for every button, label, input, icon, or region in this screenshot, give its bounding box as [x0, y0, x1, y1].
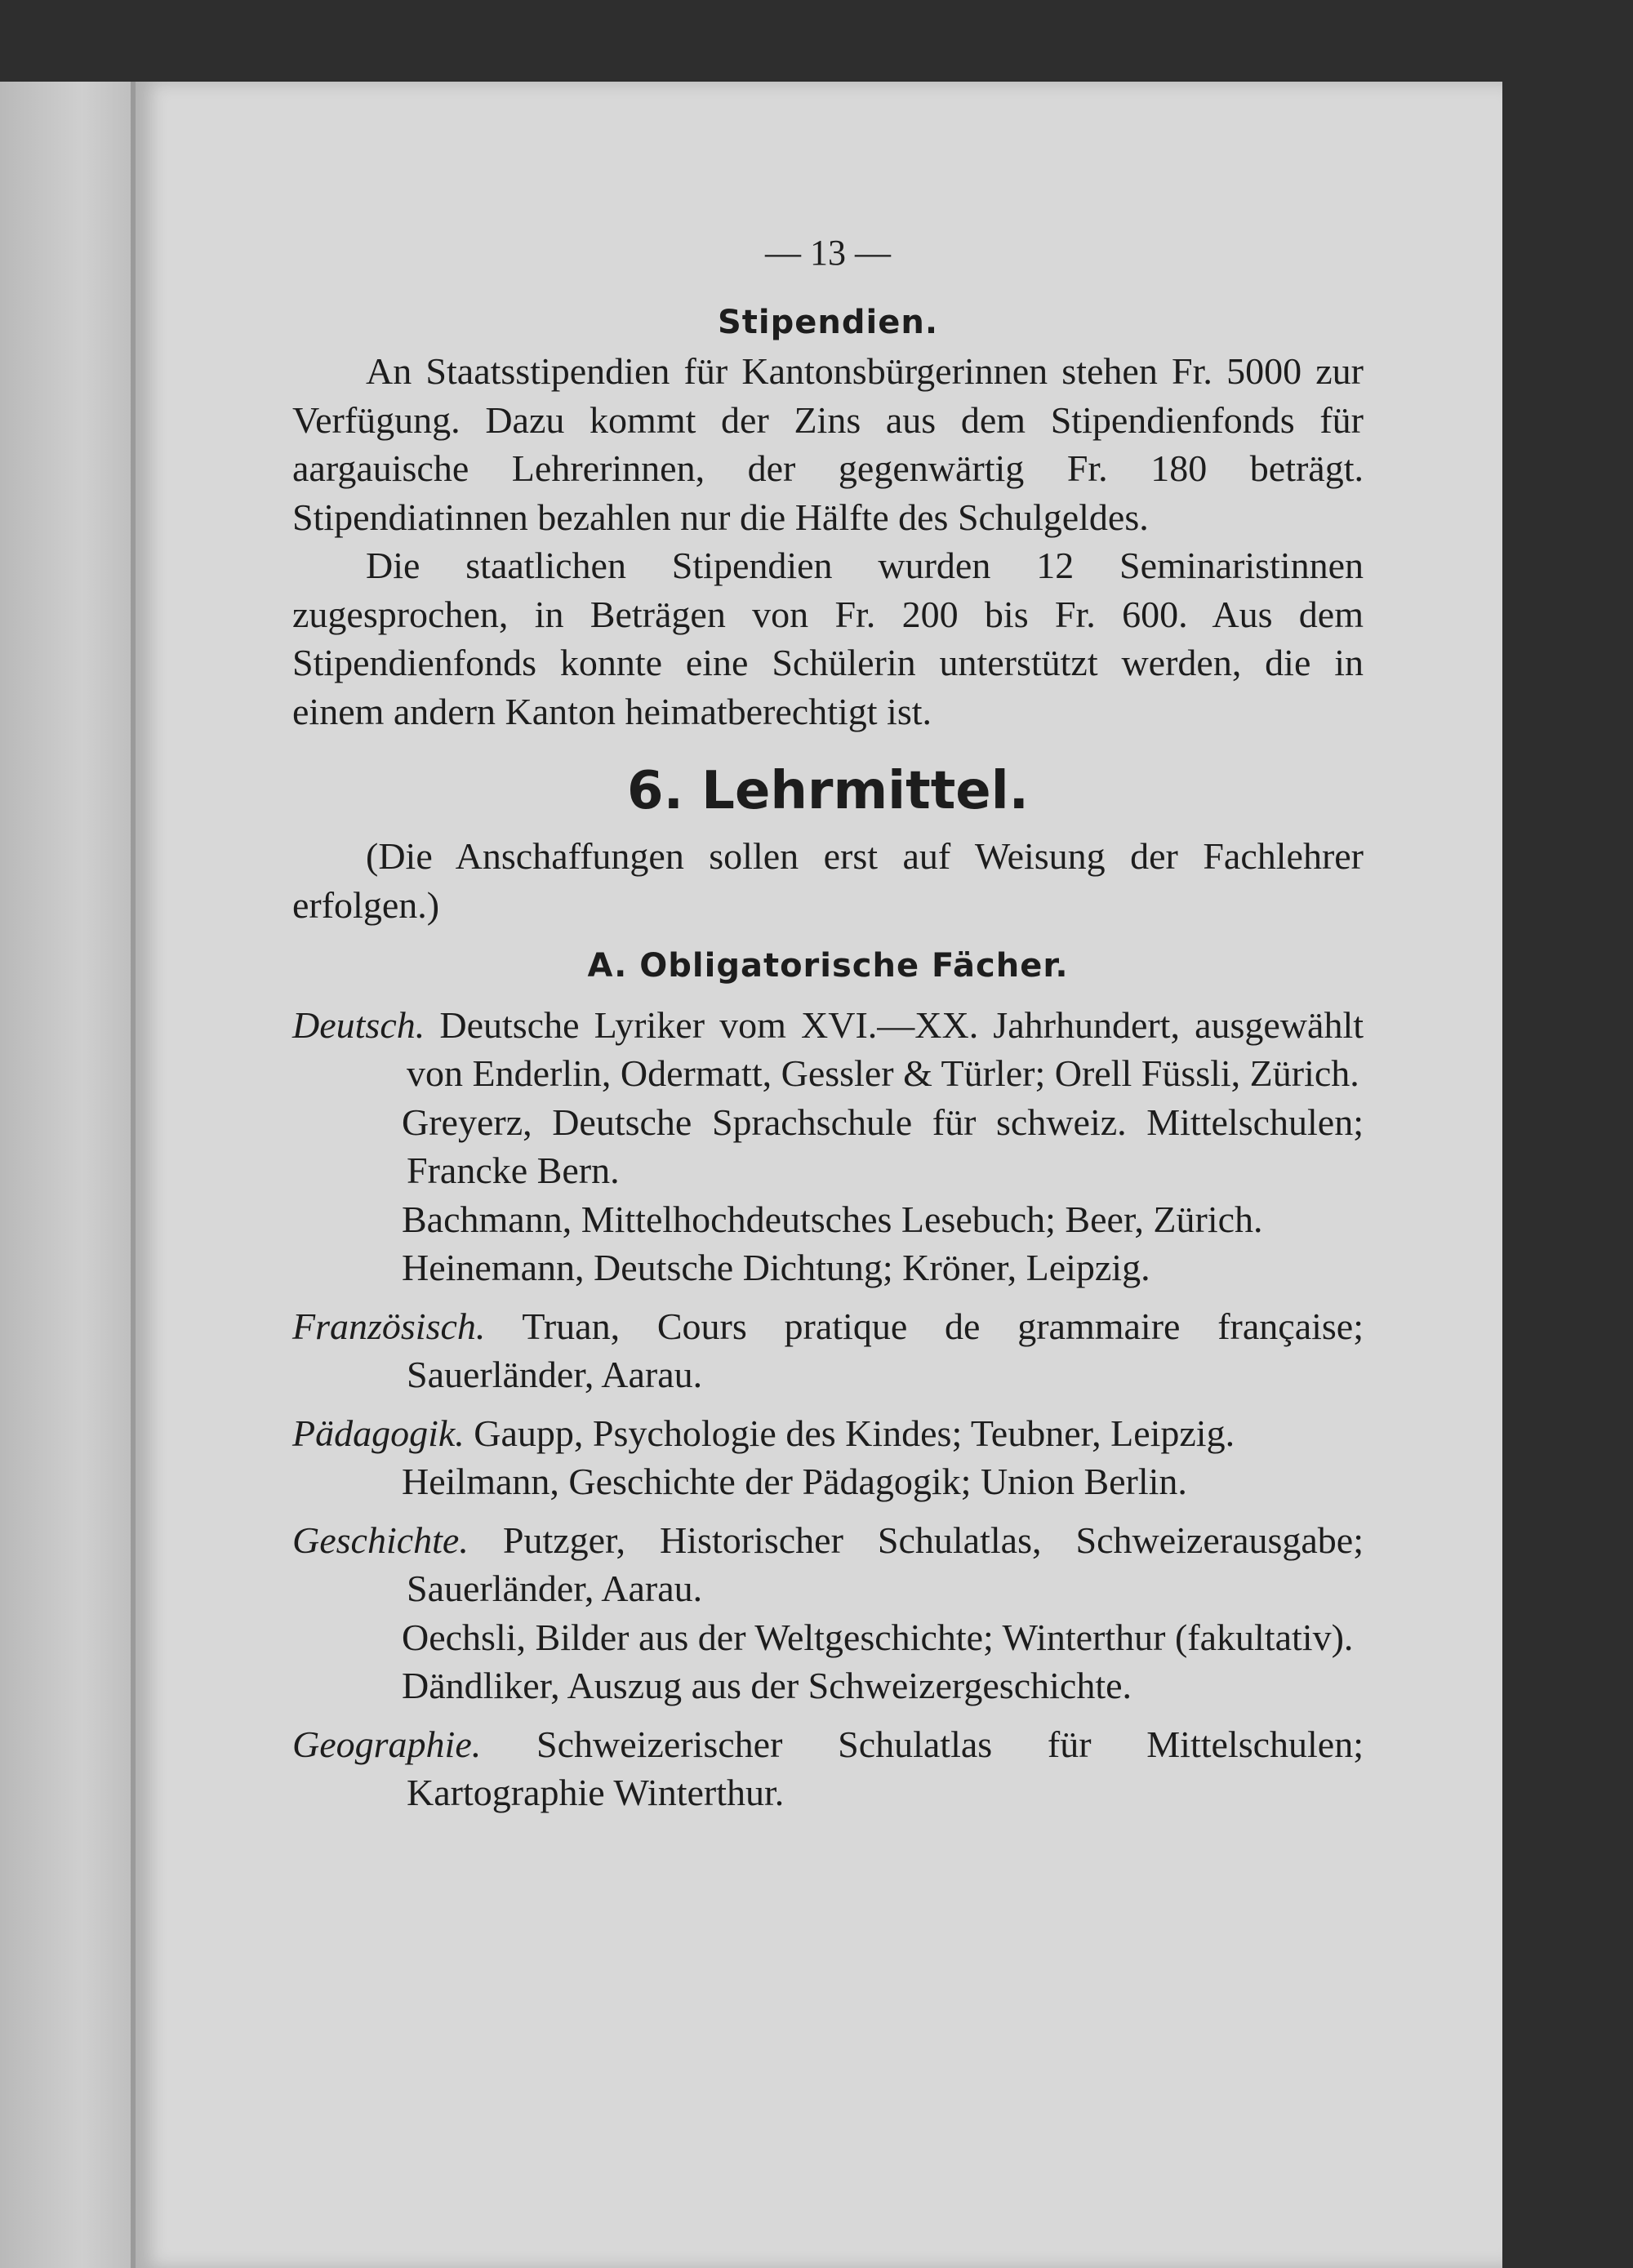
subject-geschichte	[292, 1516, 1364, 1710]
stipendien-heading: Stipendien.	[717, 303, 939, 341]
subject-list	[292, 1001, 1364, 1817]
subject-text: Schweizerischer Schulatlas für Mittelschulen; Kartographie Winterthur.	[407, 1723, 1364, 1813]
subject-text: Gaupp, Psychologie des Kindes; Teubner, Leipzig.	[474, 1412, 1235, 1454]
subject-entry	[292, 1516, 1364, 1613]
subject-label: Deutsch.	[292, 1003, 425, 1046]
stipendien-paragraph-2: Die staatlichen Stipendien wurden 12 Seminaristinnen zugesprochen, in Beträgen von Fr. 200 bis Fr. 600. Aus dem Stipendienfonds konnte eine Schülerin unterstützt werden, die in einem andern Kanton heimatberechtigt ist.	[292, 545, 1364, 732]
subject-text: Putzger, Historischer Schulatlas, Schweizerausgabe; Sauerländer, Aarau.	[407, 1519, 1364, 1609]
subject-entry	[292, 1302, 1364, 1399]
subject-entry	[292, 1001, 1364, 1098]
subject-deutsch	[292, 1001, 1364, 1292]
subject-label: Geschichte.	[292, 1519, 469, 1561]
subject-text: Deutsche Lyriker vom XVI.—XX. Jahrhundert, ausgewählt von Enderlin, Odermatt, Gessler & Türler; Orell Füssli, Zürich.	[407, 1003, 1364, 1094]
lehrmittel-note: (Die Anschaffungen sollen erst auf Weisung der Fachlehrer erfolgen.)	[292, 835, 1364, 926]
left-page-margin	[0, 82, 137, 2268]
page-text	[292, 229, 1364, 1817]
subject-entry	[292, 1720, 1364, 1817]
stipendien-paragraph-1: An Staatsstipendien für Kantonsbürgerinnen stehen Fr. 5000 zur Verfügung. Dazu kommt der Zins aus dem Stipendienfonds für aargauische Lehrerinnen, der gegenwärtig Fr. 180 beträgt. Stipendiatinnen bezahlen nur die Hälfte des Schulgeldes.	[292, 350, 1364, 538]
subject-sub-entry: Oechsli, Bilder aus der Weltgeschichte; Winterthur (fakultativ).	[402, 1616, 1354, 1658]
section-title-lehrmittel: 6. Lehrmittel.	[627, 761, 1029, 821]
subject-sub-entry: Greyerz, Deutsche Sprachschule für schweiz. Mittelschulen; Francke Bern.	[402, 1101, 1364, 1191]
subject-sub-entry: Dändliker, Auszug aus der Schweizergeschichte.	[402, 1665, 1132, 1706]
subject-geographie	[292, 1720, 1364, 1817]
subject-franzoesisch	[292, 1302, 1364, 1399]
subject-sub-entry: Heinemann, Deutsche Dichtung; Kröner, Leipzig.	[402, 1247, 1150, 1288]
subject-label: Geographie.	[292, 1723, 482, 1765]
subject-entry	[292, 1409, 1364, 1458]
subject-sub-entry: Bachmann, Mittelhochdeutsches Lesebuch; Beer, Zürich.	[402, 1198, 1263, 1240]
subject-paedagogik	[292, 1409, 1364, 1506]
subject-label: Französisch.	[292, 1305, 486, 1347]
page-number: — 13 —	[765, 233, 891, 273]
obligatory-subjects-heading: A. Obligatorische Fächer.	[587, 947, 1069, 985]
subject-text: Truan, Cours pratique de grammaire française; Sauerländer, Aarau.	[407, 1305, 1364, 1395]
subject-sub-entry: Heilmann, Geschichte der Pädagogik; Union Berlin.	[402, 1461, 1187, 1502]
subject-label: Pädagogik.	[292, 1412, 465, 1454]
